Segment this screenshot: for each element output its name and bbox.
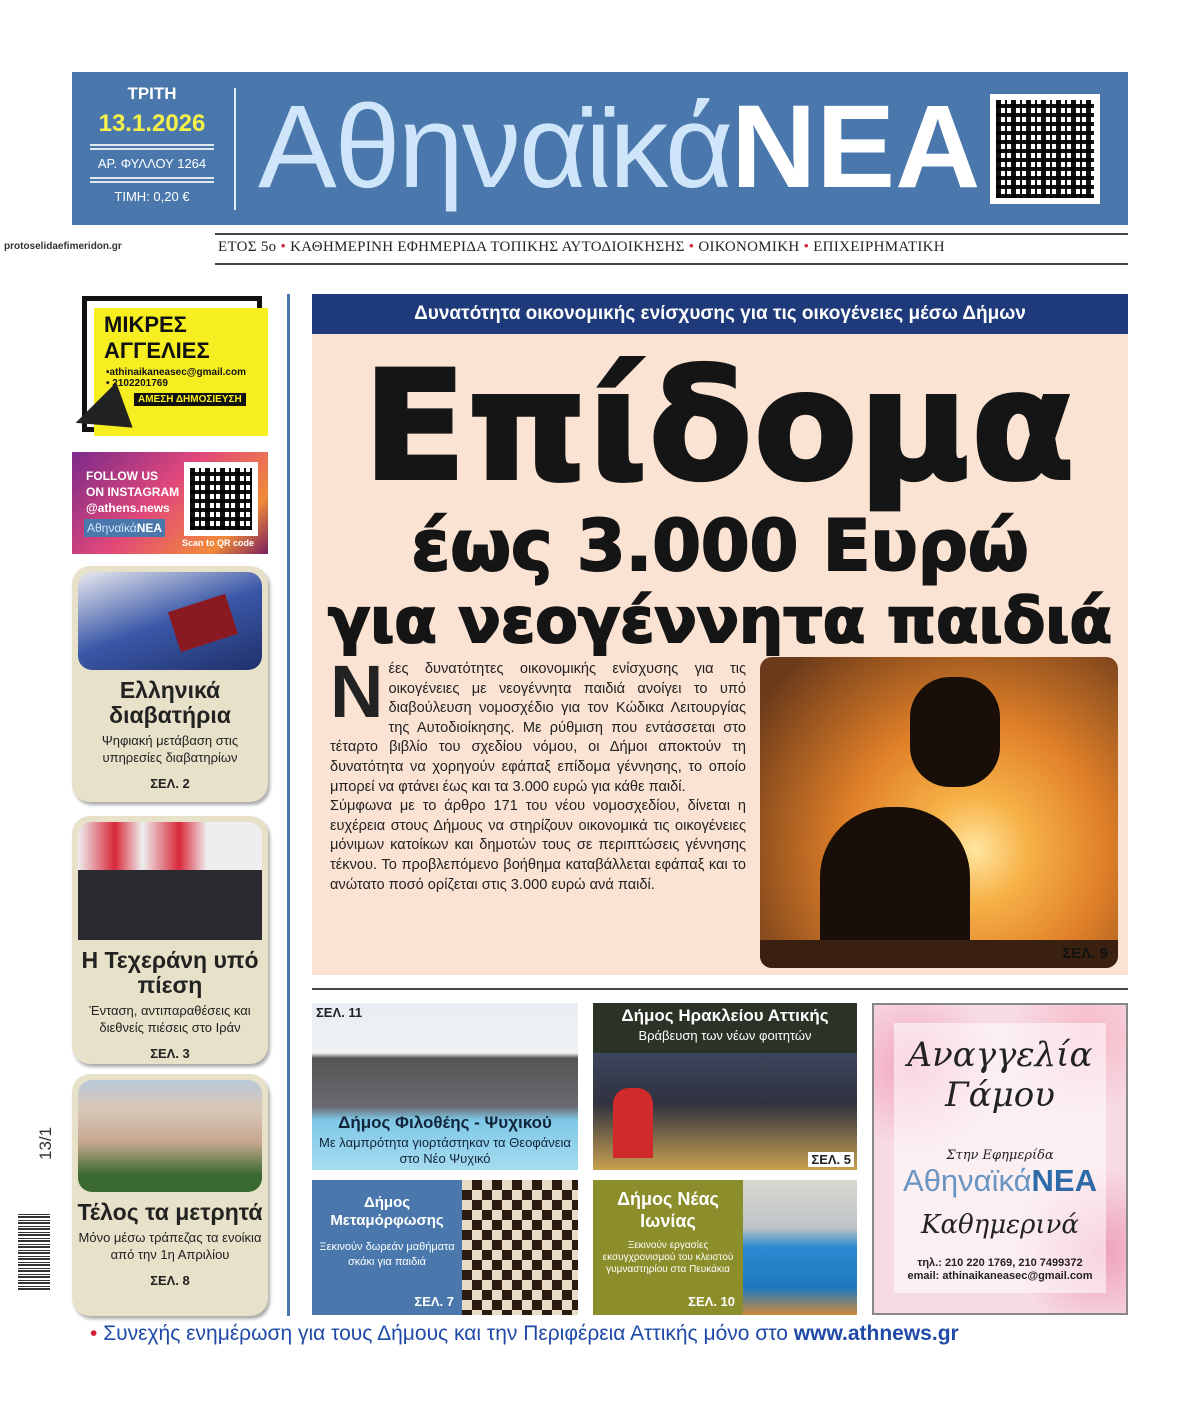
issue-date: 13.1.2026 — [98, 110, 206, 137]
footer-text: Συνεχής ενημέρωση για τους Δήμους και την Περιφέρεια Αττικής μόνο στο — [103, 1322, 794, 1345]
newspaper-logo — [258, 82, 980, 212]
classifieds-ad[interactable] — [72, 294, 268, 444]
classifieds-title: ΑΓΓΕΛΙΕΣ — [104, 338, 210, 363]
story-irakleio[interactable] — [593, 1003, 857, 1170]
qr-code-icon[interactable] — [184, 462, 258, 536]
headline[interactable]: Επίδομα — [363, 340, 1077, 514]
divider — [215, 263, 1128, 265]
classifieds-phone: • 2102201769 — [106, 378, 168, 389]
issue-day: ΤΡΙΤΗ — [127, 84, 177, 103]
divider — [215, 233, 1128, 235]
story-metamorfosi[interactable] — [312, 1180, 578, 1315]
wedding-announcement-ad[interactable] — [872, 1003, 1128, 1315]
story-title: Δήμος Ηρακλείου Αττικής — [621, 1006, 829, 1025]
insta-text: ON INSTAGRAM — [86, 485, 180, 499]
classifieds-badge: ΑΜΕΣΗ ΔΗΜΟΣΙΕΥΣΗ — [134, 393, 246, 406]
instagram-ad[interactable] — [72, 452, 268, 554]
wedding-logo: ΑθηναϊκάΝΕΑ — [903, 1163, 1097, 1198]
wedding-phone: τηλ.: 210 220 1769, 210 7499372 — [917, 1257, 1083, 1269]
issue-number: ΑΡ. ΦΥΛΛΟΥ 1264 — [97, 156, 207, 171]
side-card[interactable] — [72, 816, 268, 1064]
edge-date-label: 13/1 — [36, 1126, 55, 1160]
classifieds-email: •athinaikaneasec@gmail.com — [106, 367, 246, 378]
tagline: ΕΤΟΣ 5ο • ΚΑΘΗΜΕΡΙΝΗ ΕΦΗΜΕΡΙΔΑ ΤΟΠΙΚΗΣ ΑΥΤΟΔΙΟΙΚΗΣΗΣ • ΟΙΚΟΝΟΜΙΚΗ • ΕΠΙΧΕΙΡΗΜΑΤΙΚΗ — [218, 239, 945, 255]
card-subtitle: Ένταση, αντιπαραθέσεις και διεθνείς πιέσεις στο Ιράν — [89, 1003, 251, 1035]
classifieds-title: ΜΙΚΡΕΣ — [104, 312, 187, 337]
story-subtitle: Ξεκινούν εργασίες εκσυγχρονισμού του κλειστού γυμναστηρίου στα Πευκάκια — [602, 1240, 734, 1275]
qr-code-icon[interactable] — [990, 94, 1100, 204]
page-ref: ΣΕΛ. 3 — [150, 1046, 190, 1061]
card-subtitle: Μόνο μέσω τράπεζας τα ενοίκια από την 1η Απριλίου — [78, 1230, 262, 1262]
headline-line2: έως 3.000 Ευρώ — [411, 505, 1029, 587]
divider — [234, 88, 236, 210]
headline-line3: για νεογέννητα παιδιά — [327, 584, 1113, 657]
tagline-item: ΚΑΘΗΜΕΡΙΝΗ ΕΦΗΜΕΡΙΔΑ ΤΟΠΙΚΗΣ ΑΥΤΟΔΙΟΙΚΗΣΗΣ — [290, 239, 685, 255]
page-ref: ΣΕΛ. 9 — [1062, 945, 1108, 962]
story-title: Δήμος Μεταμόρφωσης — [330, 1194, 444, 1229]
card-title: Ελληνικά διαβατήρια — [109, 677, 231, 728]
tagline-item: ΕΠΙΧΕΙΡΗΜΑΤΙΚΗ — [813, 239, 945, 255]
logo-thin: Αθηναϊκά — [258, 81, 732, 213]
page-ref: ΣΕΛ. 7 — [414, 1294, 454, 1309]
card-title: Η Τεχεράνη υπό πίεση — [81, 947, 259, 998]
issue-price: ΤΙΜΗ: 0,20 € — [114, 189, 190, 204]
tagline-year: ΕΤΟΣ 5ο — [218, 239, 277, 255]
city-photo — [78, 1080, 262, 1192]
chess-photo — [462, 1180, 578, 1315]
masthead — [72, 72, 1128, 225]
passport-photo — [78, 572, 262, 670]
story-title: Δήμος Νέας Ιωνίας — [617, 1189, 719, 1231]
mother-child-photo — [760, 657, 1118, 968]
footer-promo: • Συνεχής ενημέρωση για τους Δήμους και την Περιφέρεια Αττικής μόνο στο www.athnews.gr — [90, 1322, 959, 1345]
divider — [312, 988, 1128, 990]
story-subtitle: Βράβευση των νέων φοιτητών — [638, 1028, 812, 1043]
source-site: protoselidaefimeridon.gr — [4, 241, 122, 252]
insta-text: FOLLOW US — [86, 469, 158, 483]
wedding-email: email: athinaikaneasec@gmail.com — [907, 1270, 1093, 1282]
divider — [90, 144, 214, 150]
issue-info — [72, 72, 232, 225]
drop-cap: Ν — [330, 650, 384, 733]
story-subtitle: Ξεκινούν δωρεάν μαθήματα σκάκι για παιδιά — [319, 1241, 455, 1268]
tagline-item: ΟΙΚΟΝΟΜΙΚΗ — [698, 239, 800, 255]
story-nea-ionia[interactable] — [593, 1180, 857, 1315]
insta-handle: @athens.news — [86, 501, 170, 515]
page-ref: ΣΕΛ. 2 — [150, 776, 190, 791]
divider — [90, 177, 214, 183]
footer-link[interactable]: www.athnews.gr — [793, 1322, 959, 1345]
logo-bold: ΝΕΑ — [731, 81, 981, 213]
gym-photo — [743, 1180, 857, 1315]
page-ref: ΣΕΛ. 5 — [808, 1152, 854, 1167]
tehran-photo — [78, 822, 262, 940]
story-subtitle: Με λαμπρότητα γιορτάστηκαν τα Θεοφάνεια στο Νέο Ψυχικό — [319, 1135, 571, 1166]
main-banner: Δυνατότητα οικονομικής ενίσχυσης για τις οικογένειες μέσω Δήμων — [312, 294, 1128, 334]
page-ref: ΣΕΛ. 11 — [316, 1005, 363, 1020]
wedding-intro: Στην Εφημερίδα — [946, 1148, 1054, 1163]
wedding-title: Αναγγελία Γάμου — [907, 1035, 1093, 1115]
barcode-icon — [18, 1212, 50, 1290]
divider — [287, 294, 290, 1316]
story-filothei[interactable] — [312, 1003, 578, 1170]
article-body — [330, 650, 746, 895]
story-title: Δήμος Φιλοθέης - Ψυχικού — [338, 1113, 552, 1132]
mini-logo: ΑθηναϊκάΝΕΑ — [84, 519, 165, 537]
side-card[interactable] — [72, 1074, 268, 1316]
article-paragraph: Σύμφωνα με το άρθρο 171 του νέου νομοσχεδίου, δίνεται η ευχέρεια στους Δήμους να στηρίζουν οικονομικά τις οικογένειες μόνιμων κατοίκων και δημοτών τους σε περιπτώσεις γέννησης τέκνου. Το προβλεπόμενο βοήθημα καταβάλλεται εφάπαξ και το ανώτατο ποσό ορίζεται στις 3.000 ευρώ ανά παιδί. — [330, 798, 746, 893]
article-paragraph: έες δυνατότητες οικονομικής ενίσχυσης για τις οικογένειες με νεογέννητα παιδιά ανοίγει το υπό διαβούλευση νομοσχέδιο για τον Κώδικα Λειτουργίας της Αυτοδιοίκησης. Με ρύθμιση που εντάσσεται στο τέταρτο βιβλίο του σχεδίου νόμου, οι Δήμοι αποκτούν τη δυνατότητα να χορηγούν εφάπαξ επίδομα γέννησης, το οποίο μπορεί να φτάνει έως και τα 3.000 ευρώ για κάθε παιδί. — [330, 661, 746, 795]
card-title: Τέλος τα μετρητά — [77, 1199, 263, 1225]
scan-label: Scan to QR code — [182, 538, 255, 548]
wedding-daily: Καθημερινά — [921, 1210, 1079, 1240]
page-ref: ΣΕΛ. 10 — [688, 1294, 735, 1309]
card-subtitle: Ψηφιακή μετάβαση στις υπηρεσίες διαβατηρίων — [101, 733, 239, 765]
page-ref: ΣΕΛ. 8 — [150, 1273, 190, 1288]
side-card[interactable] — [72, 566, 268, 802]
